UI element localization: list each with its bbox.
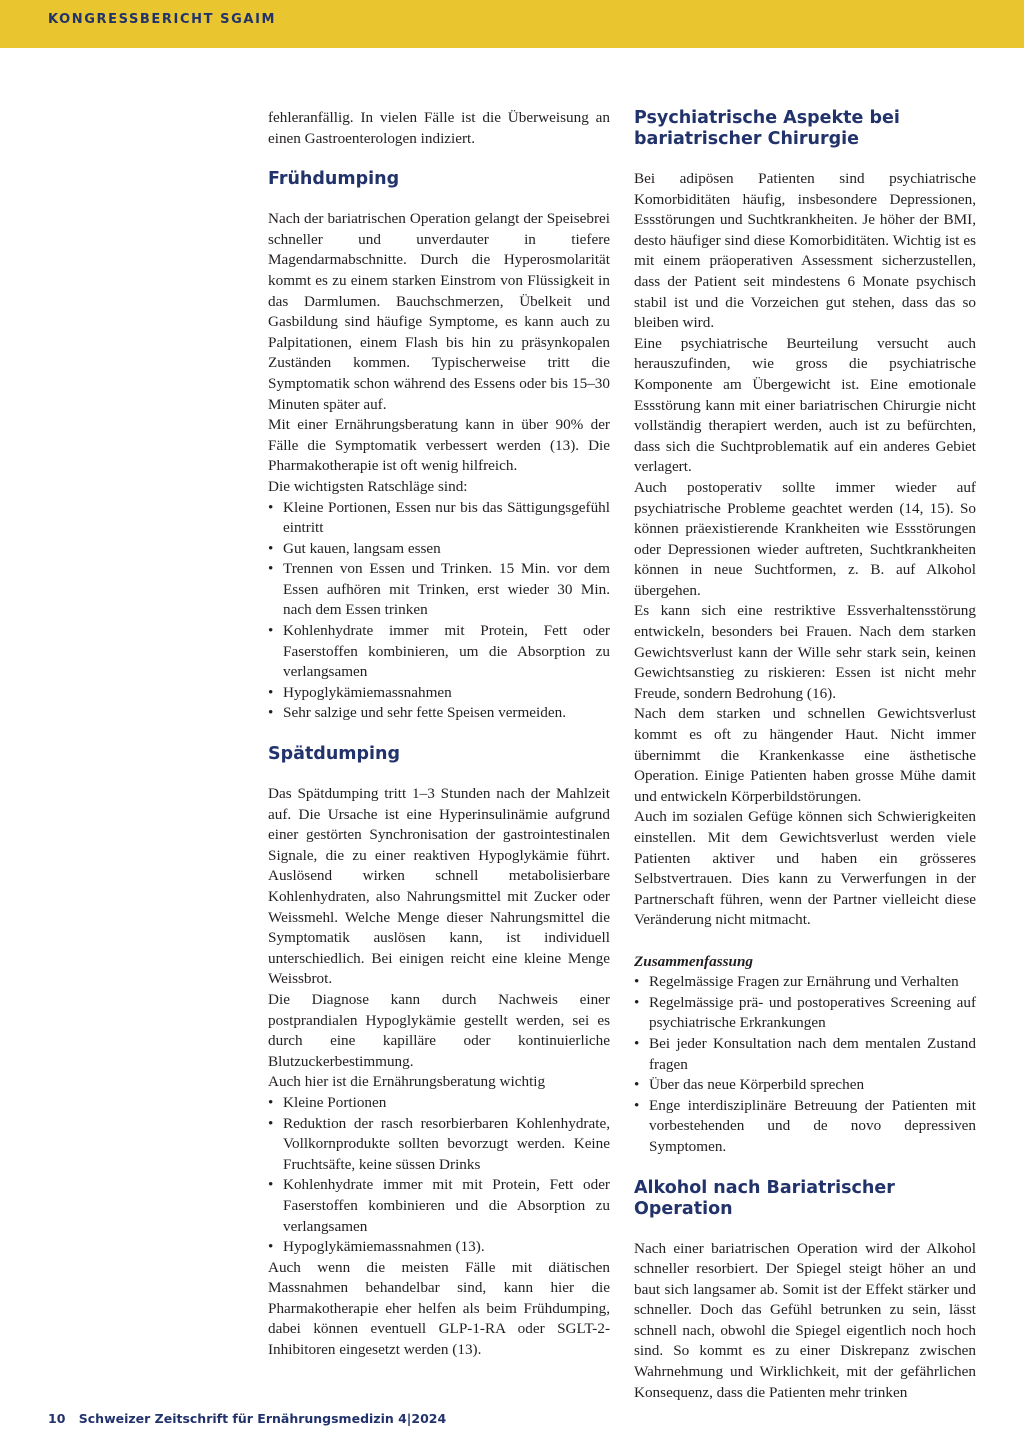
fruehdumping-paragraph-1: Nach der bariatrischen Operation gelangt der Speisebrei schneller und unverdauter in tiefere Magendarmabschnitte. Durch die Hyperosmolarität kommt es zu einem starken Einstrom von Flüssigkeit in das Darmlumen. Bauchschmerzen, Übelkeit und Gasbildung sind häufige Symptome, es kann auch zu Palpitationen, einem Flash bis hin zu präsynkopalen Zuständen kommen. Typischerweise tritt die Symptomatik schon während des Essens oder bis 15–30 Minuten später auf. — [268, 210, 610, 413]
heading-spaetdumping: Spätdumping — [268, 744, 401, 765]
list-item: • Reduktion der rasch resorbierbaren Kohlenhydrate, Vollkornprodukte sollten bevorzugt werden. Keine Fruchtsäfte, keine süssen Drinks — [268, 1114, 610, 1176]
psych-paragraph-3: Auch postoperativ sollte immer wieder auf psychiatrische Probleme geachtet werden (14, 15). So können präexistierende Krankheiten wie Essstörungen oder Depressionen wieder auftreten, Suchtkrankheiten können in neue Suchtformen, z. B. auf Alkohol übergehen. — [634, 478, 976, 599]
journal-title: Schweizer Zeitschrift für Ernährungsmedizin 4|2024 — [78, 1411, 447, 1426]
spaetdumping-paragraph-4: Auch wenn die meisten Fälle mit diätischen Massnahmen behandelbar sind, kann hier die Pharmakotherapie eher helfen als beim Frühdumping, dabei können eventuell GLP-1-RA oder SGLT-2-Inhibitoren eingesetzt werden (13). — [268, 1258, 610, 1359]
list-item: • Trennen von Essen und Trinken. 15 Min. vor dem Essen aufhören mit Trinken, erst wieder 30 Min. nach dem Essen trinken — [268, 559, 610, 621]
right-column — [634, 108, 976, 1403]
header-bar — [0, 0, 1024, 48]
psych-paragraph-4: Es kann sich eine restriktive Essverhaltensstörung entwickeln, besonders bei Frauen. Nach dem starken Gewichtsverlust kann der Wille sehr stark sein, keinen Gewichtsanstieg zu riskieren: Essen ist nicht mehr Freude, sondern Bedrohung (16). — [634, 602, 976, 702]
fruehdumping-paragraph-3: Die wichtigsten Ratschläge sind: — [268, 477, 468, 495]
list-item: • Kohlenhydrate immer mit mit Protein, Fett oder Faserstoffen kombinieren und die Absorption zu verlangsamen — [268, 1175, 610, 1237]
psych-paragraph-6: Auch im sozialen Gefüge können sich Schwierigkeiten einstellen. Mit dem Gewichtsverlust werden viele Patienten aktiver und haben ein grösseres Selbstvertrauen. Dies kann zu Verwerfungen in der Partnerschaft führen, wenn der Partner vielleicht diese Veränderung nicht mitmacht. — [634, 808, 976, 929]
psych-paragraph-5: Nach dem starken und schnellen Gewichtsverlust kommt es oft zu hängender Haut. Nicht immer übernimmt die Krankenkasse eine ästhetische Operation. Einige Patienten haben grosse Mühe damit und entwickeln Körperbildstörungen. — [634, 705, 976, 805]
section-label: KONGRESSBERICHT SGAIM — [48, 12, 277, 27]
list-item: • Kohlenhydrate immer mit Protein, Fett oder Faserstoffen kombinieren, um die Absorption zu verlangsamen — [268, 621, 610, 683]
list-item: • Enge interdisziplinäre Betreuung der Patienten mit vorbestehenden und de novo depressiven Symptomen. — [634, 1096, 976, 1158]
list-item: • Kleine Portionen, Essen nur bis das Sättigungsgefühl eintritt — [268, 498, 610, 539]
psych-paragraph-2: Eine psychiatrische Beurteilung versucht auch herauszufinden, wie gross die psychiatrische Komponente am Übergewicht ist. Eine emotionale Essstörung kann mit einer bariatrischen Chirurgie nicht vollständig therapiert werden, auch ist zu befürchten, dass sich die Suchtproblematik auf ein anderes Gebiet verlagert. — [634, 334, 976, 476]
list-item: • Sehr salzige und sehr fette Speisen vermeiden. — [268, 703, 610, 724]
list-item: • Hypoglykämiemassnahmen (13). — [268, 1237, 610, 1258]
fruehdumping-paragraph-2: Mit einer Ernährungsberatung kann in über 90% der Fälle die Symptomatik verbessert werden (13). Die Pharmakotherapie ist oft wenig hilfreich. — [268, 416, 610, 475]
fruehdumping-advice-list — [268, 498, 610, 725]
spaetdumping-paragraph-3: Auch hier ist die Ernährungsberatung wichtig — [268, 1073, 546, 1091]
psych-paragraph-1: Bei adipösen Patienten sind psychiatrische Komorbiditäten häufig, insbesondere Depressionen, Essstörungen und Suchtkrankheiten. Je höher der BMI, desto häufiger sind diese Komorbiditäten. Wichtig ist es mit einem präoperativen Assessment sicherzustellen, dass der Patient seit mindestens 6 Monate psychisch stabil ist und die Vorzeichen gut stehen, dass das so bleiben wird. — [634, 170, 976, 332]
heading-fruehdumping: Frühdumping — [268, 169, 400, 190]
alkohol-paragraph-1: Nach einer bariatrischen Operation wird der Alkohol schneller resorbiert. Der Spiegel steigt höher an und baut sich langsamer ab. Somit ist der Effekt stärker und schneller. Doch das Gefühl betrunken zu sein, lässt schnell nach, obwohl die Spiegel eigentlich noch hoch sind. So kommt es zu einer Diskrepanz zwischen Wahrnehmung und Wirklichkeit, mit der gefährlichen Konsequenz, dass die Patienten mehr trinken — [634, 1239, 976, 1401]
list-item: • Regelmässige Fragen zur Ernährung und Verhalten — [634, 972, 976, 993]
list-item: • Bei jeder Konsultation nach dem mentalen Zustand fragen — [634, 1034, 976, 1075]
list-item: • Regelmässige prä- und postoperatives Screening auf psychiatrische Erkrankungen — [634, 993, 976, 1034]
spacer — [634, 931, 976, 952]
spaetdumping-advice-list — [268, 1093, 610, 1258]
heading-alkohol: Alkohol nach Bariatrischer Operation — [634, 1177, 895, 1219]
spaetdumping-paragraph-1: Das Spätdumping tritt 1–3 Stunden nach der Mahlzeit auf. Die Ursache ist eine Hyperinsulinämie aufgrund einer gestörten Synchronisation der gastrointestinalen Signale, die zu einer reaktiven Hypoglykämie führt. Auslösend wirken schnell metabolisierbare Kohlenhydraten, also Nahrungsmittel mit Zucker oder Weissmehl. Welche Menge dieser Nahrungsmittel die Symptomatik auslösen kann, ist individuell unterschiedlich. Bei einigen reicht eine kleine Menge Weissbrot. — [268, 785, 610, 988]
intro-paragraph: fehleranfällig. In vielen Fälle ist die Überweisung an einen Gastroenterologen indiziert. — [268, 109, 610, 147]
spaetdumping-paragraph-2: Die Diagnose kann durch Nachweis einer postprandialen Hypoglykämie gestellt werden, sei es durch eine kapilläre oder kontinuierliche Blutzuckerbestimmung. — [268, 990, 610, 1070]
list-item: • Gut kauen, langsam essen — [268, 539, 610, 560]
left-column — [268, 108, 610, 1361]
heading-psychiatrische-aspekte: Psychiatrische Aspekte bei bariatrischer Chirurgie — [634, 108, 900, 149]
summary-list — [634, 972, 976, 1157]
page-footer — [48, 1411, 446, 1426]
list-item: • Kleine Portionen — [268, 1093, 610, 1114]
summary-title: Zusammenfassung — [634, 952, 754, 970]
list-item: • Hypoglykämiemassnahmen — [268, 683, 610, 704]
page-number: 10 — [48, 1411, 66, 1426]
list-item: • Über das neue Körperbild sprechen — [634, 1075, 976, 1096]
